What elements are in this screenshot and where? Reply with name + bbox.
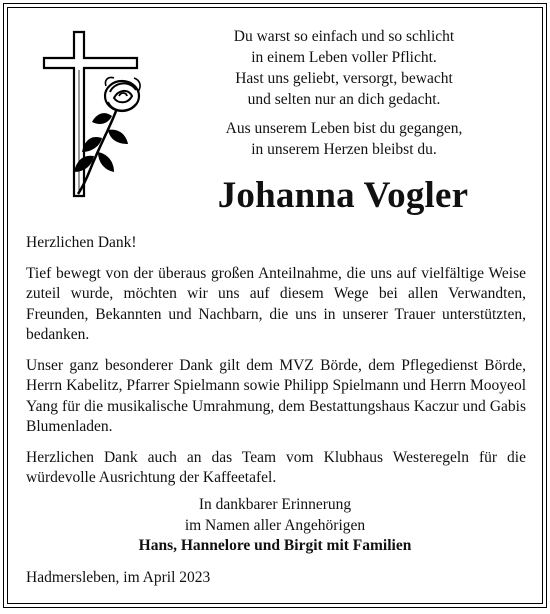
thanks-paragraph-1: Tief bewegt von der überaus großen Anteilnahme, die uns auf vielfältige Weise zuteil wurde, möchten wir uns auf diesem Wege bei allen Verwandten, Freunden, Bekannten und Nachbarn, die uns in unserer Trauer unterstützten, bedanken. xyxy=(26,264,526,343)
thanks-text xyxy=(26,233,526,499)
greeting: Herzlichen Dank! xyxy=(26,234,137,251)
obituary-notice xyxy=(3,3,547,608)
poem-stanza-1 xyxy=(194,26,494,110)
rose-icon xyxy=(105,77,140,111)
poem-line: und selten nur an dich gedacht. xyxy=(247,91,441,108)
closing-line-1: In dankbarer Erinnerung xyxy=(198,496,352,513)
poem-line: in unserem Herzen bleibst du. xyxy=(251,141,437,158)
signers: Hans, Hannelore und Birgit mit Familien xyxy=(138,537,412,554)
poem-line: in einem Leben voller Pflicht. xyxy=(251,49,437,66)
poem-stanza-2 xyxy=(194,118,494,160)
poem xyxy=(194,26,494,168)
place-and-date: Hadmersleben, im April 2023 xyxy=(26,569,211,586)
poem-line: Aus unserem Leben bist du gegangen, xyxy=(225,120,463,137)
deceased-name: Johanna Vogler xyxy=(217,175,469,216)
thanks-paragraph-2: Unser ganz besonderer Dank gilt dem MVZ Börde, dem Pflegedienst Börde, Herrn Kabelitz, Pfarrer Spielmann sowie Philipp Spielmann und Herrn Mooyeol Yang für die musikalische Umrahmung, dem Bestattungshaus Kaczur und Gabis Blumenladen. xyxy=(26,356,526,435)
closing-block xyxy=(4,495,546,557)
thanks-paragraph-3: Herzlichen Dank auch an das Team vom Klubhaus Westeregeln für die würdevolle Ausrichtung der Kaffeetafel. xyxy=(26,448,526,486)
poem-line: Du warst so einfach und so schlicht xyxy=(233,28,455,45)
closing-line-2: im Namen aller Angehörigen xyxy=(184,516,366,534)
poem-line: Hast uns geliebt, versorgt, bewacht xyxy=(235,70,453,87)
cross-with-rose-icon xyxy=(42,30,142,200)
